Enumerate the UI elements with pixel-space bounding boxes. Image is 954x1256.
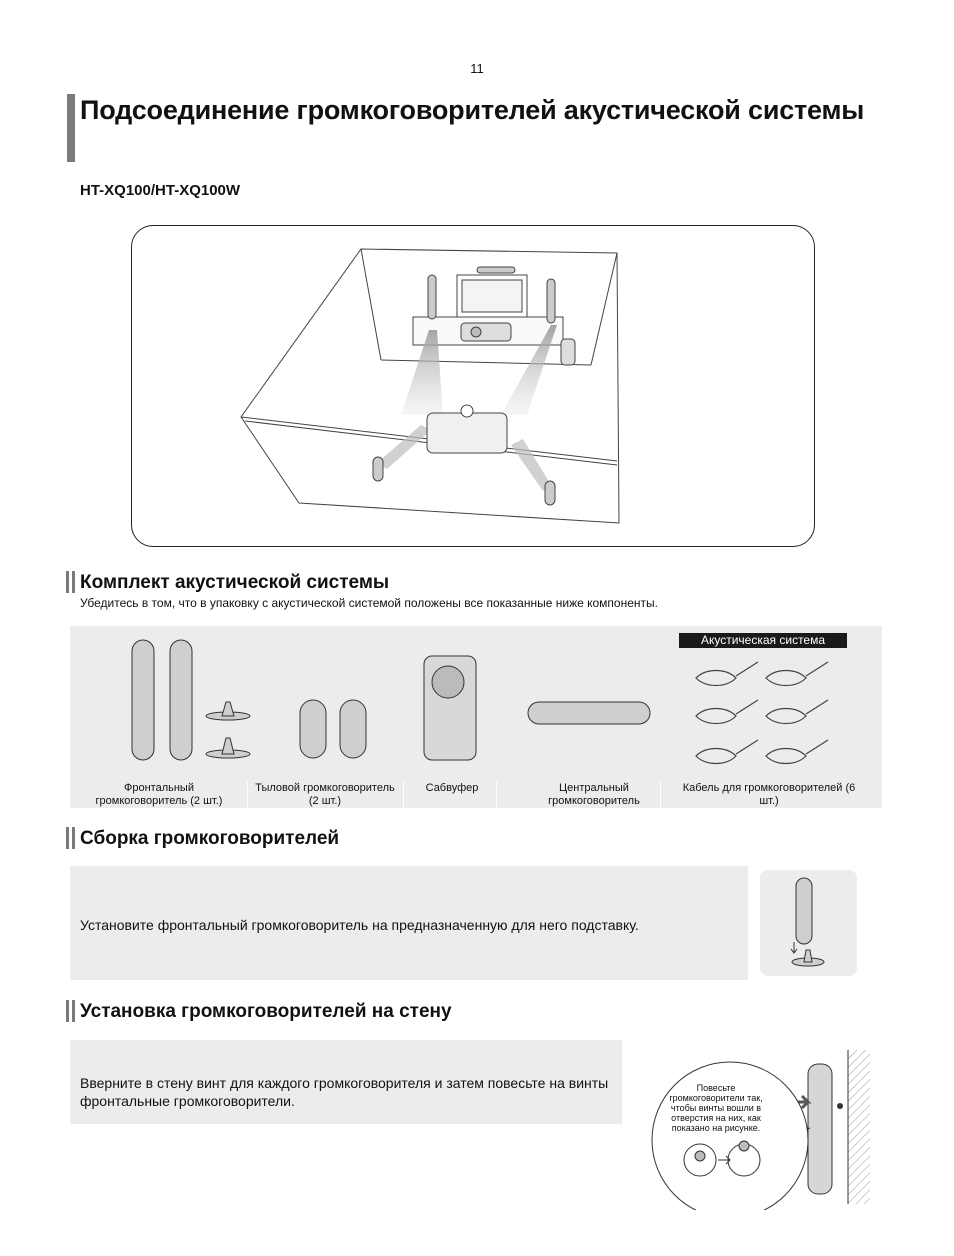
section-accent-bar	[72, 827, 75, 849]
assembly-heading: Сборка громкоговорителей	[80, 828, 340, 849]
speaker-cable-caption: Кабель для громкоговорителей (6 шт.)	[682, 782, 856, 807]
page-number: 11	[470, 61, 484, 76]
wall-mount-heading: Установка громкоговорителей на стену	[80, 1001, 452, 1022]
caption-divider	[247, 782, 248, 808]
rear-speaker-caption: Тыловой громкоговоритель (2 шт.)	[255, 782, 395, 807]
caption-divider	[403, 782, 404, 808]
caption-divider	[496, 782, 497, 808]
front-speaker-caption: Фронтальный громкоговоритель (2 шт.)	[95, 782, 223, 807]
speaker-system-label: Акустическая система	[679, 633, 847, 648]
wall-mount-note: Повесьте громкоговорители так, чтобы винты вошли в отверстия на них, как показано на рисунке.	[669, 1083, 763, 1133]
kit-components-illustration	[70, 626, 882, 808]
model-label: HT-XQ100/HT-XQ100W	[80, 182, 241, 199]
kit-subtitle: Убедитесь в том, что в упаковку с акустической системой положены все показанные ниже компоненты.	[80, 596, 658, 610]
section-accent-bar	[66, 1000, 69, 1022]
section-accent-bar	[66, 827, 69, 849]
stand-assembly-illustration	[760, 870, 857, 976]
assembly-text: Установите фронтальный громкоговоритель на предназначенную для него подставку.	[80, 917, 639, 933]
section-accent-bar	[72, 571, 75, 593]
wall-mount-text: Вверните в стену винт для каждого громкоговорителя и затем повесьте на винты фронтальные громкоговорители.	[80, 1075, 609, 1109]
subwoofer-caption: Сабвуфер	[425, 782, 479, 794]
page-title: Подсоединение громкоговорителей акустической системы	[80, 95, 865, 125]
center-speaker-caption: Центральный громкоговоритель	[548, 782, 640, 807]
room-layout-illustration	[131, 225, 815, 547]
section-accent-bar	[72, 1000, 75, 1022]
kit-heading: Комплект акустической системы	[80, 572, 390, 593]
section-accent-bar	[66, 571, 69, 593]
caption-divider	[660, 782, 661, 808]
title-accent-bar	[67, 94, 75, 162]
